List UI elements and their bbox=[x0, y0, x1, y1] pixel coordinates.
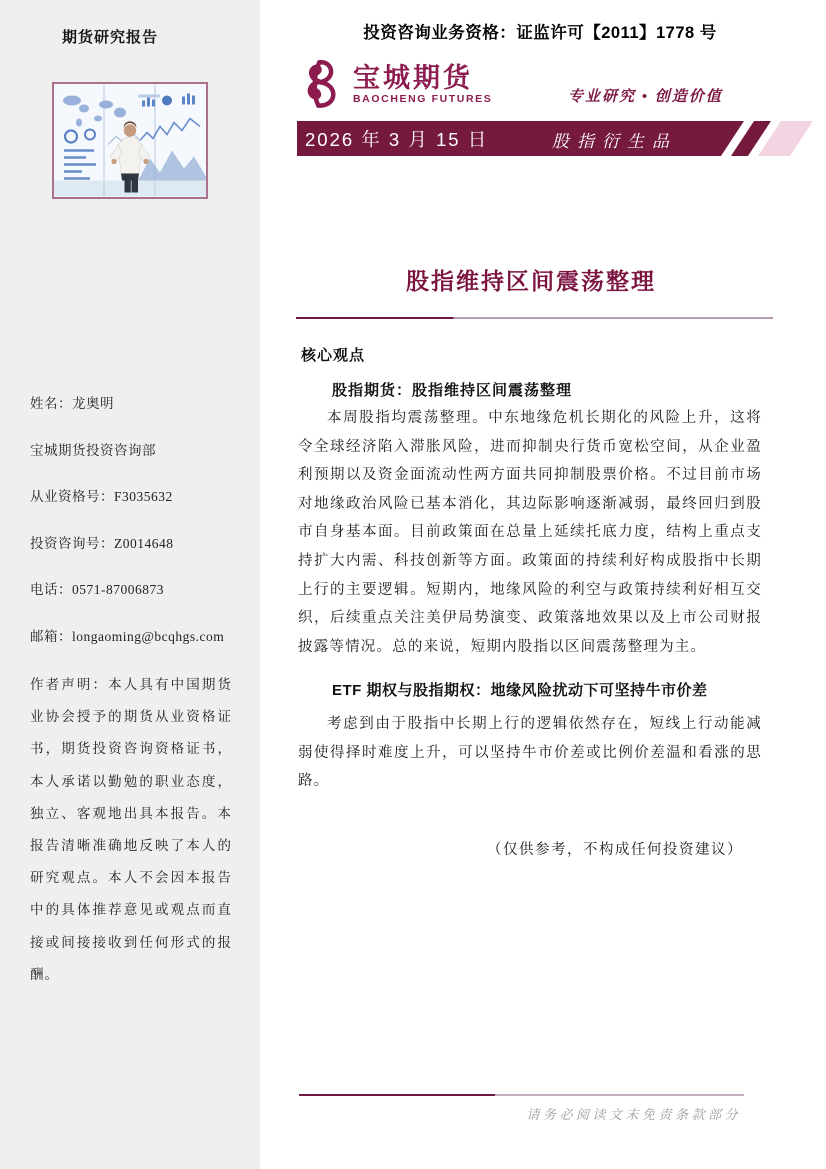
footer-divider bbox=[299, 1094, 744, 1096]
index-futures-subheading: 股指期货：股指维持区间震荡整理 bbox=[332, 382, 573, 399]
sidebar bbox=[0, 0, 260, 1169]
brand-name-cn: 宝城期货 bbox=[353, 63, 473, 93]
disclaimer-footer-note: 请务必阅读文末免责条款部分 bbox=[526, 1107, 741, 1122]
report-date: 2026 年 3 月 15 日 bbox=[305, 129, 489, 150]
analyst-department: 宝城期货投资咨询部 bbox=[30, 442, 156, 458]
report-type-label: 期货研究报告 bbox=[62, 29, 159, 46]
core-view-heading: 核心观点 bbox=[301, 347, 366, 364]
company-logo bbox=[293, 56, 492, 112]
etf-options-subheading: ETF 期权与股指期权：地缘风险扰动下可坚持牛市价差 bbox=[332, 682, 708, 699]
brand-name-en: BAOCHENG FUTURES bbox=[353, 93, 493, 105]
title-divider bbox=[296, 317, 773, 319]
index-futures-paragraph: 本周股指均震荡整理。中东地缘危机长期化的风险上升，这将令全球经济陷入滞胀风险，进而抑制央行货币宽松空间，从企业盈利预期以及资金面流动性两方面共同抑制股票价格。不过目前市场对地缘政治风险已基本消化，其边际影响逐渐减弱，最终回归到股市自身基本面。目前政策面在总量上延续托底力度，结构上重点支持扩大内需、科技创新等方面。政策面的持续利好构成股指中长期上行的主要逻辑。短期内，地缘风险的利空与政策持续利好相互交织，后续重点关注美伊局势演变、政策落地效果以及上市公司财报披露等情况。总的来说，短期内股指以区间震荡整理为主。 bbox=[298, 410, 762, 655]
analyst-qualification-no: 从业资格号：F3035632 bbox=[30, 489, 173, 504]
analyst-advisory-no: 投资咨询号：Z0014648 bbox=[30, 535, 174, 551]
license-line: 投资咨询业务资格：证监许可【2011】1778 号 bbox=[363, 24, 717, 42]
report-title: 股指维持区间震荡整理 bbox=[406, 268, 656, 294]
etf-options-paragraph: 考虑到由于股指中长期上行的逻辑依然存在，短线上行动能减弱使得择时难度上升，可以坚持牛市价差或比例价差温和看涨的思路。 bbox=[298, 716, 762, 790]
brand-slogan: 专业研究 • 创造价值 bbox=[568, 89, 723, 105]
logo-text bbox=[353, 63, 492, 105]
analyst-contact-block bbox=[30, 381, 240, 660]
analyst-name: 姓名：龙奥明 bbox=[30, 396, 114, 411]
author-statement: 作者声明：本人具有中国期货业协会授予的期货从业资格证书，期货投资咨询资格证书，本人承诺以勤勉的职业态度，独立、客观地出具本报告。本报告清晰准确地反映了本人的研究观点。本人不会因本报告中的具体推荐意见或观点而直接或间接接收到任何形式的报酬。 bbox=[30, 677, 232, 982]
reference-only-note: （仅供参考，不构成任何投资建议） bbox=[487, 842, 743, 858]
analyst-email: 邮箱：longaoming@bcqhgs.com bbox=[30, 628, 225, 644]
baocheng-b-icon bbox=[293, 56, 347, 112]
report-category: 股指衍生品 bbox=[552, 132, 677, 151]
analyst-phone: 电话：0571-87006873 bbox=[30, 582, 164, 597]
